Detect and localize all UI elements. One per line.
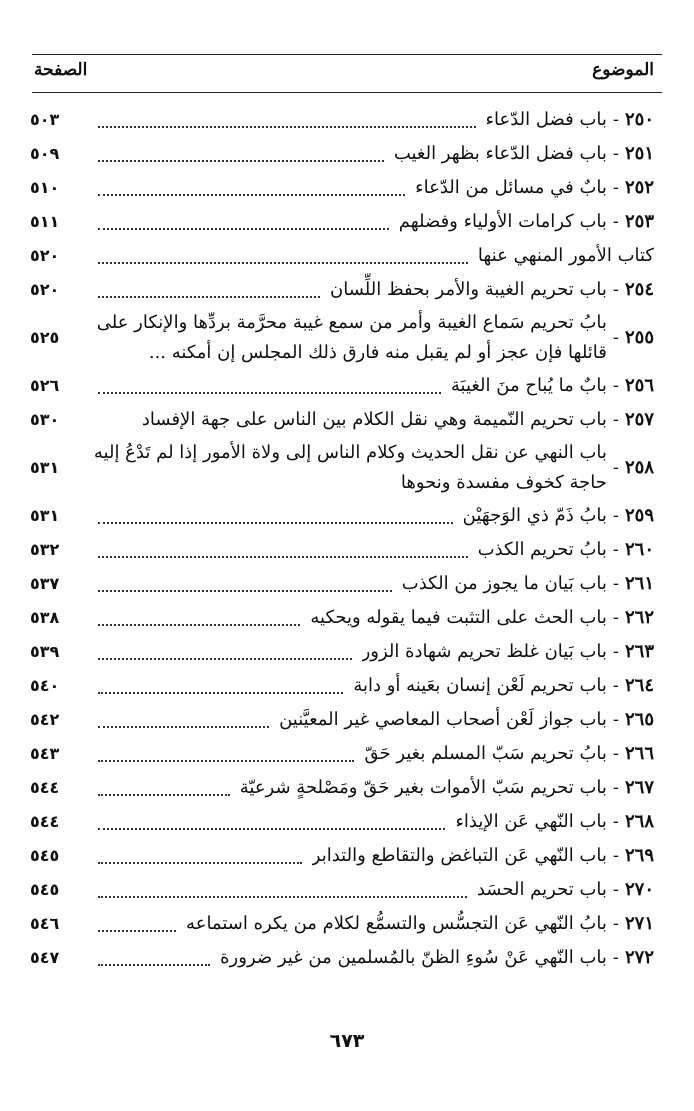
toc-entry <box>30 273 654 307</box>
toc-entry <box>30 307 654 369</box>
dot-leader <box>98 295 320 298</box>
entry-number: ٢٧٢ <box>624 947 654 968</box>
entry-number: ٢٦٥ <box>624 709 654 730</box>
table-of-contents <box>30 103 654 975</box>
entry-number: ٢٥٩ <box>624 505 654 526</box>
entry-page: ٥٢٦ <box>30 376 60 395</box>
toc-entry <box>30 567 654 601</box>
toc-entry <box>30 533 654 567</box>
entry-number: ٢٥٠ <box>624 109 654 130</box>
entry-title: بابُ النّهي عَن التجسُّس والتسمُّع لكلام من يكره استماعه <box>186 913 607 934</box>
toc-entry <box>30 403 654 437</box>
entry-dash: - <box>612 845 619 866</box>
header-rule <box>32 92 662 93</box>
entry-dash: - <box>612 505 619 526</box>
dot-leader <box>98 793 230 796</box>
entry-page: ٥٢٠ <box>30 280 60 299</box>
entry-title: باب تحريم الحسَد <box>476 879 607 900</box>
entry-title: باب تحريم سَبّ الأموات بغير حَقّ ومَصْلحةٍ شرعيّة <box>239 777 607 798</box>
entry-number: ٢٦٠ <box>624 539 654 560</box>
dot-leader <box>98 725 269 728</box>
entry-title: بابٌ ما يُباح منَ الغيبَة <box>450 375 607 396</box>
toc-entry <box>30 805 654 839</box>
entry-title: باب تحريم الغيبة والأمر بحفظ اللِّسان <box>330 279 607 300</box>
entry-dash: - <box>612 211 619 232</box>
entry-page: ٥٤٦ <box>30 914 60 933</box>
entry-dash: - <box>612 573 619 594</box>
entry-page: ٥٤٥ <box>30 846 60 865</box>
entry-number: ٢٦٧ <box>624 777 654 798</box>
entry-number: ٢٥٤ <box>624 279 654 300</box>
entry-title: باب كرامات الأولياء وفضلهم <box>398 211 607 232</box>
entry-dash: - <box>612 409 619 430</box>
section-title: كتاب الأمور المنهي عنها <box>477 245 654 266</box>
dot-leader <box>98 159 384 162</box>
toc-entry <box>30 601 654 635</box>
entry-dash: - <box>612 607 619 628</box>
entry-page: ٥٢٠ <box>30 246 60 265</box>
toc-entry <box>30 839 654 873</box>
toc-entry <box>30 907 654 941</box>
toc-entry <box>30 103 654 137</box>
dot-leader <box>98 261 468 264</box>
dot-leader <box>98 589 392 592</box>
toc-entry <box>30 941 654 975</box>
toc-header <box>34 60 654 90</box>
dot-leader <box>98 895 467 898</box>
entry-dash: - <box>612 143 619 164</box>
dot-leader <box>98 861 302 864</box>
entry-page: ٥٤٢ <box>30 710 60 729</box>
dot-leader <box>98 929 176 932</box>
entry-title: باب النّهي عَن الإيذاء <box>455 811 607 832</box>
dot-leader <box>98 963 210 966</box>
toc-entry <box>30 635 654 669</box>
entry-dash: - <box>612 743 619 764</box>
entry-number: ٢٦٢ <box>624 607 654 628</box>
entry-dash: - <box>612 947 619 968</box>
entry-page: ٥٣٠ <box>30 410 60 429</box>
entry-page: ٥٣٩ <box>30 642 60 661</box>
topic-column-label: الموضوع <box>592 60 654 80</box>
entry-number: ٢٦٣ <box>624 641 654 662</box>
dot-leader <box>98 555 468 558</box>
dot-leader <box>98 657 352 660</box>
entry-dash: - <box>612 675 619 696</box>
entry-page: ٥٠٣ <box>30 110 60 129</box>
entry-page: ٥٤٧ <box>30 948 60 967</box>
toc-entry <box>30 873 654 907</box>
entry-dash: - <box>612 709 619 730</box>
dot-leader <box>98 521 453 524</box>
entry-title: بابُ تحريم الكذب <box>477 539 607 560</box>
dot-leader <box>98 623 300 626</box>
toc-entry <box>30 669 654 703</box>
toc-section-heading <box>30 239 654 273</box>
entry-title: بابُ ذَمّ ذي الوَجهَيْن <box>462 505 607 526</box>
entry-page: ٥٤٣ <box>30 744 60 763</box>
entry-page: ٥٣١ <box>30 506 60 525</box>
entry-title: بابُ تحريم سَبّ المسلم بغير حَقّ <box>364 743 607 764</box>
entry-dash: - <box>612 177 619 198</box>
entry-number: ٢٥٧ <box>624 409 654 430</box>
entry-number: ٢٦٩ <box>624 845 654 866</box>
entry-page: ٥٣١ <box>30 458 60 477</box>
entry-title: باب بَيان ما يجوز من الكذب <box>401 573 607 594</box>
entry-page: ٥٣٢ <box>30 540 60 559</box>
entry-dash: - <box>612 777 619 798</box>
entry-dash: - <box>612 879 619 900</box>
entry-page: ٥٤٠ <box>30 676 60 695</box>
entry-page: ٥٤٥ <box>30 880 60 899</box>
entry-page: ٥٤٤ <box>30 812 60 831</box>
entry-page: ٥٣٧ <box>30 574 60 593</box>
entry-dash: - <box>612 539 619 560</box>
entry-number: ٢٥٦ <box>624 375 654 396</box>
toc-entry <box>30 171 654 205</box>
entry-number: ٢٦١ <box>624 573 654 594</box>
toc-entry <box>30 137 654 171</box>
entry-number: ٢٥٥ <box>624 327 654 348</box>
entry-title: باب جواز لَعْن أصحاب المعاصي غير المعيَّنين <box>279 709 607 730</box>
page-number: ٦٧٣ <box>329 1030 365 1052</box>
toc-entry <box>30 703 654 737</box>
entry-number: ٢٥٢ <box>624 177 654 198</box>
entry-dash: - <box>612 913 619 934</box>
entry-title: باب الحث على التثبت فيما يقوله ويحكيه <box>310 607 607 628</box>
entry-dash: - <box>612 109 619 130</box>
entry-title: باب تحريم النّميمة وهي نقل الكلام بين الناس على جهة الإفساد <box>141 409 607 430</box>
entry-number: ٢٥١ <box>624 143 654 164</box>
toc-entry <box>30 771 654 805</box>
dot-leader <box>98 827 445 830</box>
entry-page: ٥٢٥ <box>30 328 60 347</box>
entry-title: باب فضل الدّعاء <box>485 109 607 130</box>
entry-title: باب النّهي عَنْ سُوءِ الظنّ بالمُسلمين من غير ضرورة <box>220 947 607 968</box>
entry-page: ٥١٠ <box>30 178 60 197</box>
entry-number: ٢٦٤ <box>624 675 654 696</box>
top-rule <box>32 54 662 55</box>
entry-title: باب فضل الدّعاء بظهر الغيب <box>393 143 607 164</box>
entry-dash: - <box>612 327 619 348</box>
entry-page: ٥٠٩ <box>30 144 60 163</box>
page-column-label: الصفحة <box>34 60 88 80</box>
entry-title: باب تحريم لَعْن إنسان بعَينه أو دابة <box>353 675 607 696</box>
entry-number: ٢٥٨ <box>624 457 654 478</box>
entry-title: باب النّهي عَن التباغض والتقاطع والتدابر <box>311 845 607 866</box>
entry-dash: - <box>612 641 619 662</box>
entry-title: باب بَيان غلظ تحريم شهادة الزور <box>361 641 607 662</box>
entry-dash: - <box>612 457 619 478</box>
entry-title: باب النهي عن نقل الحديث وكلام الناس إلى ولاة الأمور إذا لم تَدْعُ إليه حاجة كخوف مفسدة ونحوها <box>93 442 607 493</box>
toc-entry <box>30 369 654 403</box>
dot-leader <box>98 227 389 230</box>
entry-number: ٢٥٣ <box>624 211 654 232</box>
entry-title: بابُ تحريم سَماع الغيبة وأمر من سمع غيبة محرَّمة بردِّها والإنكار على قائلها فإن عجز أو لم يقبل منه فارق ذلك المجلس إن أمكنه ... <box>96 312 607 363</box>
dot-leader <box>98 391 441 394</box>
entry-page: ٥٣٨ <box>30 608 60 627</box>
entry-number: ٢٦٨ <box>624 811 654 832</box>
dot-leader <box>98 125 476 128</box>
toc-entry <box>30 737 654 771</box>
entry-dash: - <box>612 375 619 396</box>
entry-dash: - <box>612 279 619 300</box>
entry-dash: - <box>612 811 619 832</box>
dot-leader <box>98 759 354 762</box>
toc-entry <box>30 437 654 499</box>
toc-entry <box>30 499 654 533</box>
entry-title: بابٌ في مسائل من الدّعاء <box>415 177 607 198</box>
entry-page: ٥١١ <box>30 212 60 231</box>
entry-number: ٢٧١ <box>624 913 654 934</box>
entry-number: ٢٧٠ <box>624 879 654 900</box>
entry-page: ٥٤٤ <box>30 778 60 797</box>
dot-leader <box>98 193 405 196</box>
toc-entry <box>30 205 654 239</box>
entry-number: ٢٦٦ <box>624 743 654 764</box>
dot-leader <box>98 691 343 694</box>
